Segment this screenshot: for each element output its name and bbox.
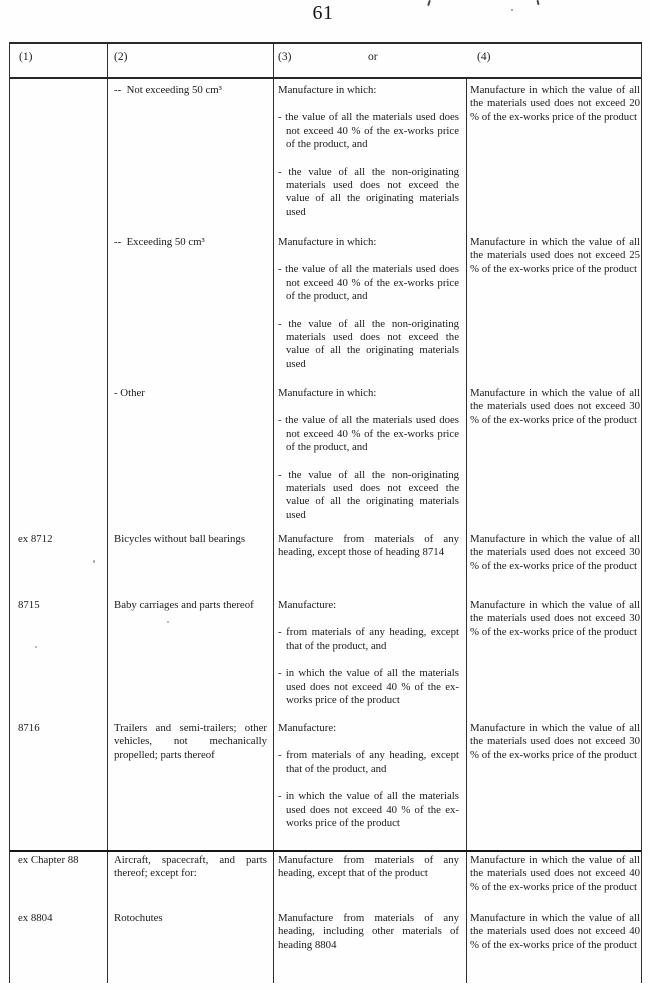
description-cell [114, 720, 267, 762]
description-text: Trailers and semi-trailers; other vehicles, not mechanically propelled; parts thereof [114, 722, 267, 761]
rule-col4-cell [470, 531, 640, 573]
heading-number: ex 8712 [18, 533, 53, 545]
header-bottom-rule [10, 77, 641, 79]
description-text: Aircraft, spacecraft, and parts thereof; except for: [114, 854, 267, 880]
heading-number: 8715 [18, 599, 40, 611]
description-cell [114, 531, 267, 546]
rule-col4-cell [470, 234, 640, 276]
header-col-2: (2) [114, 51, 128, 63]
scan-artifact [427, 0, 431, 6]
rule-col4-cell [470, 82, 640, 124]
scan-artifact [511, 9, 513, 11]
description-text: Baby carriages and parts thereof [114, 599, 254, 611]
rule-item: - from materials of any heading, except that of the product, and [278, 749, 459, 775]
rule-col4-cell [470, 852, 640, 894]
heading-number-cell [18, 852, 102, 867]
rule-col4-cell [470, 597, 640, 639]
rule-text: Manufacture in which the value of all the materials used does not exceed 30 % of the ex-works price of the product [470, 387, 640, 426]
rule-item: - in which the value of all the materials used does not exceed 40 % of the ex-works price of the product [278, 790, 459, 830]
column-divider-3-4 [466, 77, 467, 983]
rule-item: - in which the value of all the materials used does not exceed 40 % of the ex-works price of the product [278, 667, 459, 707]
rule-col3-cell [278, 852, 459, 881]
rule-item: - the value of all the materials used does not exceed 40 % of the ex-works price of the product, and [278, 414, 459, 454]
rule-item: - the value of all the non-originating materials used does not exceed the value of all the originating materials used [278, 317, 459, 370]
rule-text: Manufacture from materials of any heading, except those of heading 8714 [278, 533, 459, 559]
heading-number: ex 8804 [18, 912, 53, 924]
header-col-3: (3) [278, 51, 292, 63]
rule-text: Manufacture in which the value of all the materials used does not exceed 30 % of the ex-works price of the product [470, 599, 640, 638]
rule-col3-cell [278, 385, 459, 522]
rule-col4-cell [470, 910, 640, 952]
rule-item: - from materials of any heading, except that of the product, and [278, 626, 459, 652]
header-col-4: (4) [477, 51, 491, 63]
rule-text: Manufacture in which the value of all the materials used does not exceed 40 % of the ex-works price of the product [470, 854, 640, 893]
description-cell [114, 385, 267, 400]
heading-number: 8716 [18, 722, 40, 734]
rule-intro: Manufacture: [278, 599, 337, 611]
description-text: Bicycles without ball bearings [114, 533, 246, 545]
rule-col3-cell [278, 531, 459, 560]
rule-intro: Manufacture in which: [278, 84, 377, 96]
page-number: 61 [312, 2, 334, 24]
rule-col3-cell [278, 234, 459, 371]
description-cell [114, 910, 267, 925]
rule-intro: Manufacture in which: [278, 387, 377, 399]
description-text: Rotochutes [114, 912, 163, 924]
rule-intro: Manufacture: [278, 722, 337, 734]
rule-text: Manufacture in which the value of all the materials used does not exceed 40 % of the ex-works price of the product [470, 912, 640, 951]
rule-item: - the value of all the non-originating materials used does not exceed the value of all the originating materials used [278, 165, 459, 218]
rule-text: Manufacture in which the value of all the materials used does not exceed 20 % of the ex-works price of the product [470, 84, 640, 123]
rule-col4-cell [470, 385, 640, 427]
description-cell [114, 82, 267, 97]
description-cell [114, 234, 267, 249]
rule-text: Manufacture in which the value of all the materials used does not exceed 30 % of the ex-works price of the product [470, 533, 640, 572]
rule-text: Manufacture in which the value of all the materials used does not exceed 25 % of the ex-works price of the product [470, 236, 640, 275]
rule-col4-cell [470, 720, 640, 762]
column-divider-2-3 [273, 44, 274, 983]
rule-text: Manufacture from materials of any heading, including other materials of heading 8804 [278, 912, 459, 951]
origin-rules-table [9, 42, 642, 983]
heading-number: ex Chapter 88 [18, 854, 79, 866]
rule-item: - the value of all the materials used does not exceed 40 % of the ex-works price of the product, and [278, 111, 459, 151]
rule-item: - the value of all the non-originating materials used does not exceed the value of all the originating materials used [278, 468, 459, 521]
rule-text: Manufacture from materials of any heading, except that of the product [278, 854, 459, 880]
heading-number-cell [18, 720, 102, 735]
rule-item: - the value of all the materials used does not exceed 40 % of the ex-works price of the product, and [278, 263, 459, 303]
rule-text: Manufacture in which the value of all the materials used does not exceed 30 % of the ex-works price of the product [470, 722, 640, 761]
rule-col3-cell [278, 597, 459, 707]
description-text: -- Not exceeding 50 cm³ [114, 84, 222, 96]
description-text: -- Exceeding 50 cm³ [114, 236, 205, 248]
header-col-1: (1) [19, 51, 33, 63]
heading-number-cell [18, 531, 102, 546]
rule-intro: Manufacture in which: [278, 236, 377, 248]
description-cell [114, 597, 267, 612]
scan-artifact [537, 0, 540, 5]
rule-col3-cell [278, 82, 459, 219]
heading-number-cell [18, 910, 102, 925]
column-divider-1-2 [107, 44, 108, 983]
rule-col3-cell [278, 910, 459, 952]
description-cell [114, 852, 267, 881]
description-text: - Other [114, 387, 145, 399]
header-or-label: or [368, 51, 378, 63]
heading-number-cell [18, 597, 102, 612]
rule-col3-cell [278, 720, 459, 830]
